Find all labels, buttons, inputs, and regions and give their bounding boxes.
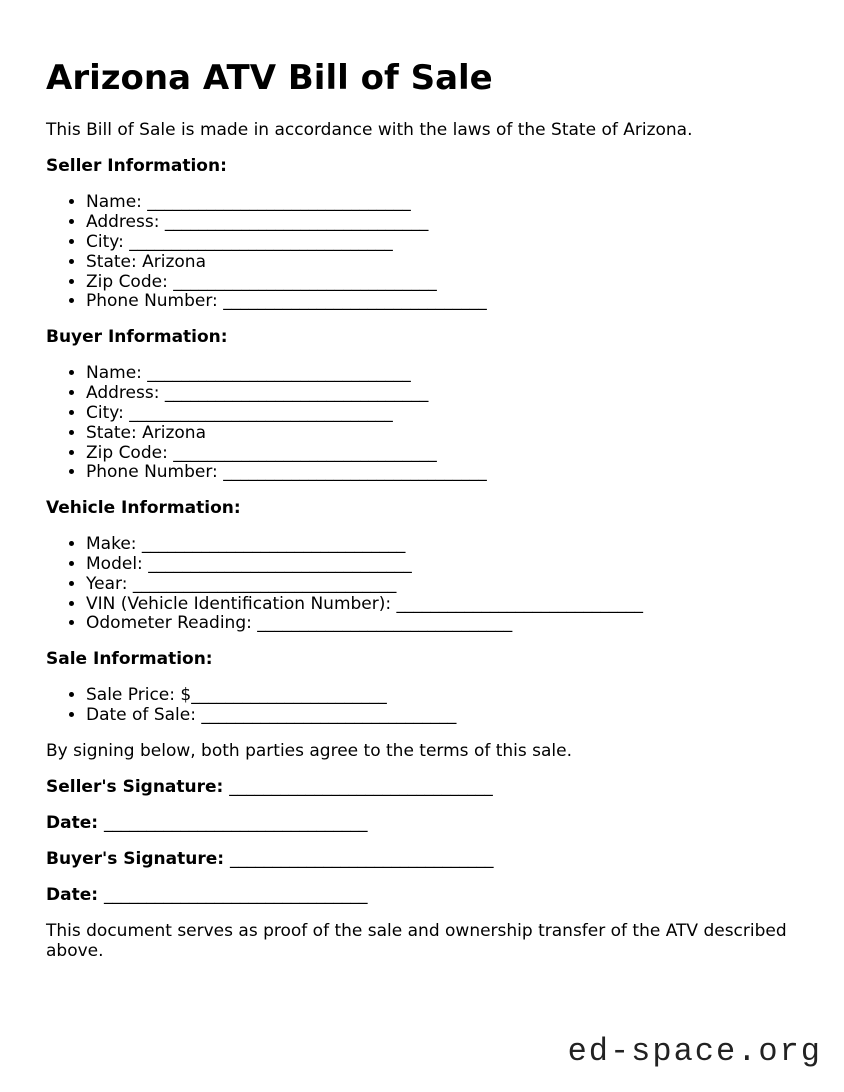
field-blank-line: _______________________________ bbox=[223, 462, 487, 483]
section-heading-buyer: Buyer Information: bbox=[46, 327, 228, 348]
field-seller-city bbox=[86, 233, 816, 253]
field-blank-line: ______________________________ bbox=[201, 705, 457, 726]
field-label: Zip Code: bbox=[86, 442, 174, 463]
field-label: Date of Sale: bbox=[86, 705, 202, 726]
field-label: State: bbox=[86, 422, 143, 443]
section-heading-seller: Seller Information: bbox=[46, 156, 227, 177]
field-label: Name: bbox=[86, 192, 148, 213]
field-blank-line: _______________________ bbox=[191, 685, 387, 706]
field-blank-line: _______________________________ bbox=[164, 383, 429, 404]
field-label: Phone Number: bbox=[86, 291, 224, 312]
field-seller-state bbox=[86, 253, 816, 273]
field-buyer-phone bbox=[86, 463, 816, 483]
field-label: Odometer Reading: bbox=[86, 613, 258, 634]
signature-blank-line: _______________________________ bbox=[229, 849, 494, 870]
field-label: Address: bbox=[86, 212, 165, 233]
seller-fields-list bbox=[46, 193, 816, 312]
field-label: City: bbox=[86, 231, 130, 252]
buyer-fields-list bbox=[46, 364, 816, 483]
field-value: Arizona bbox=[142, 251, 206, 272]
field-blank-line: _______________________________ bbox=[147, 363, 411, 384]
field-label: Make: bbox=[86, 534, 142, 555]
field-blank-line: _____________________________ bbox=[396, 593, 644, 614]
field-sale-price bbox=[86, 686, 816, 706]
agreement-text: By signing below, both parties agree to the terms of this sale. bbox=[46, 741, 573, 762]
field-blank-line: _______________________________ bbox=[148, 554, 412, 575]
field-seller-address bbox=[86, 213, 816, 233]
watermark-text: ed-space.org bbox=[567, 1033, 822, 1070]
field-buyer-city bbox=[86, 404, 816, 424]
field-label: City: bbox=[86, 402, 130, 423]
buyer-date-label: Date: bbox=[46, 885, 104, 906]
field-blank-line: ______________________________ bbox=[257, 613, 513, 634]
intro-text: This Bill of Sale is made in accordance with the laws of the State of Arizona. bbox=[46, 120, 693, 141]
field-label: Sale Price: $ bbox=[86, 685, 192, 706]
field-label: VIN (Vehicle Identification Number): bbox=[86, 593, 397, 614]
buyer-signature-label: Buyer's Signature: bbox=[46, 849, 230, 870]
field-label: Name: bbox=[86, 363, 148, 384]
field-blank-line: _______________________________ bbox=[132, 573, 397, 594]
field-value: Arizona bbox=[142, 422, 206, 443]
seller-date-label: Date: bbox=[46, 813, 104, 834]
date-blank-line: _______________________________ bbox=[103, 885, 368, 906]
field-vehicle-make bbox=[86, 535, 816, 555]
field-label: State: bbox=[86, 251, 143, 272]
field-buyer-name bbox=[86, 364, 816, 384]
field-vehicle-odometer bbox=[86, 614, 816, 634]
field-vehicle-vin bbox=[86, 595, 816, 615]
seller-signature-row bbox=[46, 778, 816, 798]
field-blank-line: _______________________________ bbox=[173, 442, 437, 463]
page-title: Arizona ATV Bill of Sale bbox=[46, 58, 493, 98]
signature-blank-line: _______________________________ bbox=[229, 777, 493, 798]
field-blank-line: _______________________________ bbox=[173, 271, 437, 292]
field-buyer-address bbox=[86, 384, 816, 404]
field-buyer-state bbox=[86, 424, 816, 444]
field-label: Phone Number: bbox=[86, 462, 224, 483]
field-label: Address: bbox=[86, 383, 165, 404]
field-seller-name bbox=[86, 193, 816, 213]
seller-date-row bbox=[46, 814, 816, 834]
field-blank-line: _______________________________ bbox=[129, 402, 393, 423]
section-heading-vehicle: Vehicle Information: bbox=[46, 498, 241, 519]
section-heading-sale: Sale Information: bbox=[46, 649, 213, 670]
date-blank-line: _______________________________ bbox=[103, 813, 368, 834]
buyer-signature-row bbox=[46, 850, 816, 870]
field-blank-line: _______________________________ bbox=[147, 192, 411, 213]
sale-fields-list bbox=[46, 686, 816, 726]
field-seller-zip bbox=[86, 273, 816, 293]
vehicle-fields-list bbox=[46, 535, 816, 634]
field-blank-line: _______________________________ bbox=[129, 231, 393, 252]
footer-note: This document serves as proof of the sale and ownership transfer of the ATV described above. bbox=[46, 921, 787, 961]
field-label: Year: bbox=[86, 573, 133, 594]
field-label: Model: bbox=[86, 554, 149, 575]
buyer-date-row bbox=[46, 886, 816, 906]
field-sale-date bbox=[86, 706, 816, 726]
field-seller-phone bbox=[86, 292, 816, 312]
field-vehicle-model bbox=[86, 555, 816, 575]
field-label: Zip Code: bbox=[86, 271, 174, 292]
field-blank-line: _______________________________ bbox=[141, 534, 406, 555]
field-blank-line: _______________________________ bbox=[223, 291, 487, 312]
field-blank-line: _______________________________ bbox=[164, 212, 429, 233]
field-buyer-zip bbox=[86, 444, 816, 464]
seller-signature-label: Seller's Signature: bbox=[46, 777, 230, 798]
field-vehicle-year bbox=[86, 575, 816, 595]
